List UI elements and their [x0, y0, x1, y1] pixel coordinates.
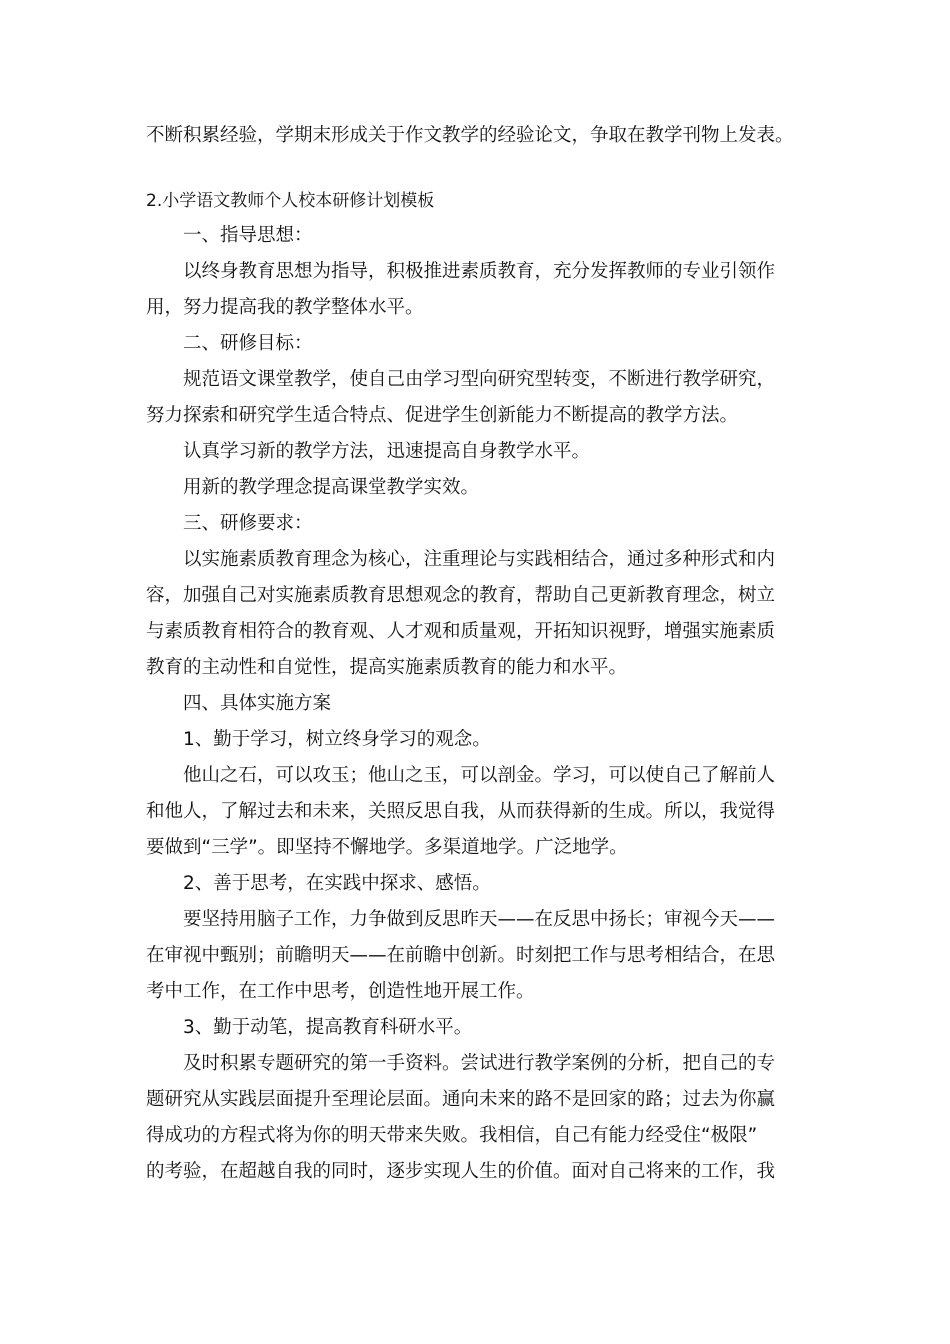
paragraph [146, 218, 806, 254]
paragraph [146, 506, 806, 542]
paragraph-line: 教育的主动性和自觉性，提高实施素质教育的能力和水平。 [146, 657, 628, 678]
paragraph [146, 758, 806, 866]
paragraph-line: 一、指导思想： [183, 225, 313, 246]
paragraph [146, 722, 806, 758]
paragraph [146, 686, 806, 722]
paragraph-line: 3、勤于动笔，提高教育科研水平。 [183, 1017, 473, 1038]
paragraph [146, 902, 806, 1010]
paragraph [146, 254, 806, 326]
body-paragraphs [146, 218, 806, 1190]
paragraph-line: 2、善于思考，在实践中探求、感悟。 [183, 873, 491, 894]
paragraph-line: 题研究从实践层面提升至理论层面。通向未来的路不是回家的路；过去为你赢 [146, 1089, 776, 1110]
paragraph-line: 以实施素质教育理念为核心，注重理论与实践相结合，通过多种形式和内 [183, 549, 776, 570]
paragraph-line: 四、具体实施方案 [183, 693, 332, 714]
paragraph-line: 二、研修目标： [183, 333, 313, 354]
paragraph-line: 的考验，在超越自我的同时，逐步实现人生的价值。面对自己将来的工作，我 [146, 1161, 776, 1182]
paragraph [146, 326, 806, 362]
paragraph-line: 他山之石，可以攻玉；他山之玉，可以剖金。学习，可以使自己了解前人 [183, 765, 776, 786]
paragraph-line: 和他人，了解过去和未来，关照反思自我，从而获得新的生成。所以，我觉得 [146, 801, 776, 822]
section-title: 2.小学语文教师个人校本研修计划模板 [146, 191, 435, 211]
paragraph [146, 1046, 806, 1190]
paragraph-line: 认真学习新的教学方法，迅速提高自身教学水平。 [183, 441, 591, 462]
paragraph-line: 以终身教育思想为指导，积极推进素质教育，充分发挥教师的专业引领作 [183, 261, 776, 282]
intro-tail-line: 不断积累经验，学期末形成关于作文教学的经验论文，争取在教学刊物上发表。 [146, 125, 794, 146]
paragraph-line: 容，加强自己对实施素质教育思想观念的教育，帮助自己更新教育理念，树立 [146, 585, 776, 606]
paragraph [146, 1010, 806, 1046]
paragraph-gap [146, 154, 806, 184]
paragraph-line: 规范语文课堂教学，使自己由学习型向研究型转变，不断进行教学研究， [183, 369, 776, 390]
paragraph-line: 努力探索和研究学生适合特点、促进学生创新能力不断提高的教学方法。 [146, 405, 739, 426]
paragraph-line: 要做到“三学”。即坚持不懈地学。多渠道地学。广泛地学。 [146, 837, 628, 858]
paragraph-line: 用新的教学理念提高课堂教学实效。 [183, 477, 480, 498]
paragraph [146, 434, 806, 470]
paragraph [146, 542, 806, 686]
paragraph-line: 考中工作，在工作中思考，创造性地开展工作。 [146, 981, 535, 1002]
paragraph [146, 362, 806, 434]
paragraph-line: 三、研修要求： [183, 513, 313, 534]
paragraph-line: 与素质教育相符合的教育观、人才观和质量观，开拓知识视野，增强实施素质 [146, 621, 776, 642]
paragraph [146, 470, 806, 506]
paragraph-line: 得成功的方程式将为你的明天带来失败。我相信，自己有能力经受住“极限” [146, 1125, 758, 1146]
paragraph-line: 1、勤于学习，树立终身学习的观念。 [183, 729, 491, 750]
paragraph-line: 及时积累专题研究的第一手资料。尝试进行教学案例的分析，把自己的专 [183, 1053, 776, 1074]
paragraph-line: 用，努力提高我的教学整体水平。 [146, 297, 424, 318]
paragraph [146, 866, 806, 902]
paragraph-line: 要坚持用脑子工作，力争做到反思昨天——在反思中扬长；审视今天—— [183, 909, 776, 930]
document-page [146, 118, 806, 1190]
paragraph-line: 在审视中甄别；前瞻明天——在前瞻中创新。时刻把工作与思考相结合，在思 [146, 945, 776, 966]
